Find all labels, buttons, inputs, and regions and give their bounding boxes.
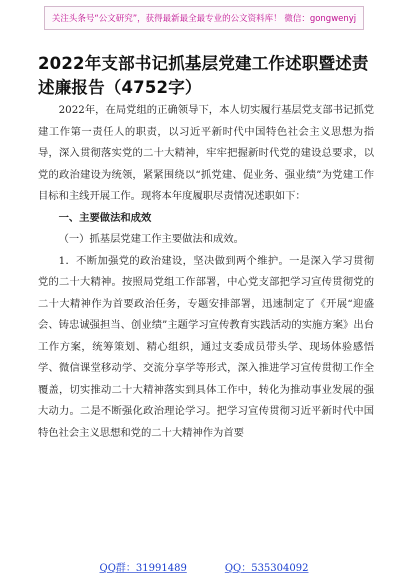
footer-qq-group: QQ群：31991489 bbox=[99, 563, 187, 574]
subsection-heading: （一）抓基层党建工作主要做法和成效。 bbox=[58, 233, 244, 245]
document-title: 2022年支部书记抓基层党建工作述职暨述责述廉报告（4752字） bbox=[38, 54, 369, 97]
page-footer bbox=[0, 559, 408, 574]
footer-qq-contact: QQ：535304092 bbox=[224, 563, 309, 574]
body-paragraph: 1．不断加强党的政治建设，坚决做到两个维护。一是深入学习贯彻党的二十大精神。按照局党组工作部署，中心党支部把学习宣传贯彻党的二十大精神作为首要政治任务，专题安排部署，迅速制定了《开展“迎盛会、铸忠诚强担当、创业绩”主题学习宣传教育实践活动的实施方案》出台工作方案，统筹策划、精心组织，通过支委成员带头学、现场体验感悟学、微信课堂移动学、交流分享学等形式，深入推进学习宣传贯彻工作全覆盖，切实推动二十大精神落实到具体工作中，转化为推动事业发展的强大动力。二是不断强化政治理论学习。把学习宣传贯彻习近平新时代中国特色社会主义思想和党的二十大精神作为首要 bbox=[38, 254, 374, 439]
document-body bbox=[38, 100, 374, 444]
promo-banner bbox=[44, 6, 364, 30]
intro-paragraph: 2022年，在局党组的正确领导下，本人切实履行基层党支部书记抓党建工作第一责任人的职责，以习近平新时代中国特色社会主义思想为指导，深入贯彻落实党的二十大精神，牢牢把握新时代党的建设总要求，以党的政治建设为统领，紧紧围绕以“抓党建、促业务、强业绩”为党建工作目标和主线开展工作。现将本年度履职尽责情况述职如下： bbox=[38, 104, 374, 202]
promo-banner-text: 关注头条号“公文研究”，获得最新最全最专业的公文资料库！ 微信：gongwenyj bbox=[51, 14, 357, 24]
section-heading: 一、主要做法和成效 bbox=[58, 211, 152, 224]
